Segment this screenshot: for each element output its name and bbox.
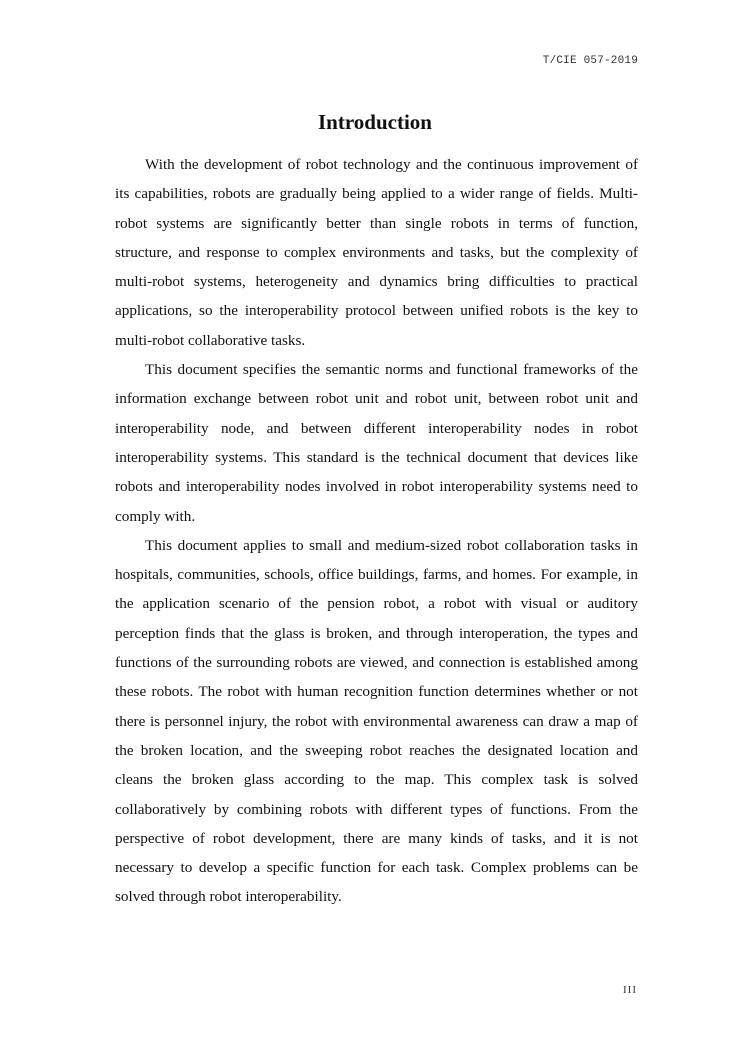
paragraph-3: This document applies to small and medium-sized robot collaboration tasks in hospitals, communities, schools, office buildings, farms, and homes. For example, in the application scenario of the pension robot, a robot with visual or auditory perception finds that the glass is broken, and through interoperation, the types and functions of the surrounding robots are viewed, and connection is established among these robots. The robot with human recognition function determines whether or not there is personnel injury, the robot with environmental awareness can draw a map of the broken location, and the sweeping robot reaches the designated location and cleans the broken glass according to the map. This complex task is solved collaboratively by combining robots with different types of functions. From the perspective of robot development, there are many kinds of tasks, and it is not necessary to develop a specific function for each task. Complex problems can be solved through robot interoperability. (115, 536, 638, 906)
page-number: III (623, 984, 637, 996)
document-id: T/CIE 057-2019 (542, 55, 638, 67)
paragraph-1: With the development of robot technology and the continuous improvement of its capabilities, robots are gradually being applied to a wider range of fields. Multi-robot systems are significantly better than single robots in terms of function, structure, and response to complex environments and tasks, but the complexity of multi-robot systems, heterogeneity and dynamics bring difficulties to practical applications, so the interoperability protocol between unified robots is the key to multi-robot collaborative tasks. (115, 156, 638, 349)
body-text (115, 150, 638, 912)
paragraph-2: This document specifies the semantic norms and functional frameworks of the information exchange between robot unit and robot unit, between robot unit and interoperability node, and between different interoperability nodes in robot interoperability systems. This standard is the technical document that devices like robots and interoperability nodes involved in robot interoperability systems need to comply with. (115, 361, 638, 525)
page-title: Introduction (318, 110, 432, 134)
